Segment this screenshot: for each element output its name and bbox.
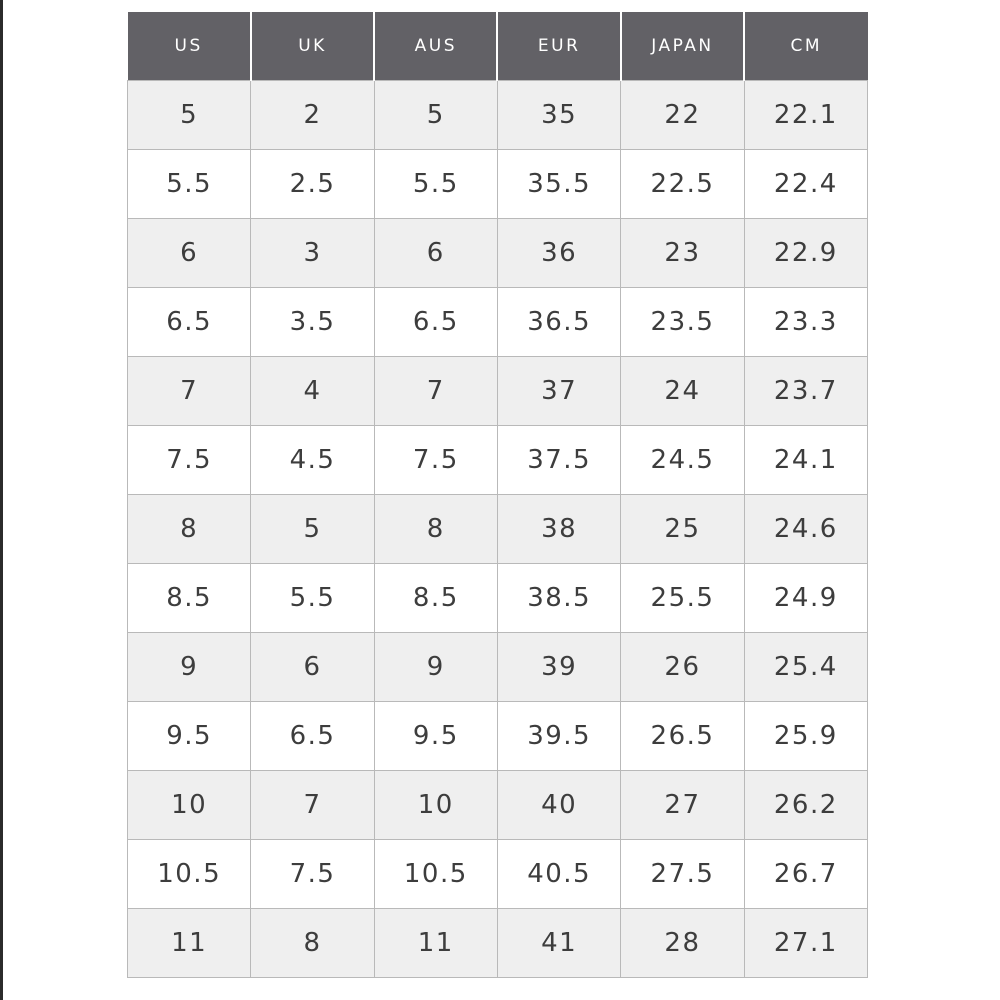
cell-cm: 24.9 [744, 564, 867, 633]
cell-cm: 25.9 [744, 702, 867, 771]
cell-japan: 24 [621, 357, 744, 426]
cell-japan: 27.5 [621, 840, 744, 909]
cell-eur: 37 [497, 357, 620, 426]
cell-cm: 26.7 [744, 840, 867, 909]
cell-japan: 28 [621, 909, 744, 978]
table-row [128, 840, 868, 909]
cell-aus: 5.5 [374, 150, 497, 219]
cell-japan: 27 [621, 771, 744, 840]
left-edge-rule [0, 0, 3, 1000]
cell-aus: 10.5 [374, 840, 497, 909]
cell-japan: 22 [621, 81, 744, 150]
cell-us: 8.5 [128, 564, 251, 633]
cell-eur: 40.5 [497, 840, 620, 909]
cell-eur: 39.5 [497, 702, 620, 771]
cell-eur: 38 [497, 495, 620, 564]
shoe-size-conversion-table [127, 12, 868, 978]
cell-japan: 26.5 [621, 702, 744, 771]
cell-cm: 26.2 [744, 771, 867, 840]
cell-cm: 25.4 [744, 633, 867, 702]
column-header-eur: EUR [497, 12, 620, 81]
cell-eur: 40 [497, 771, 620, 840]
column-header-aus: AUS [374, 12, 497, 81]
table-row [128, 633, 868, 702]
cell-eur: 36.5 [497, 288, 620, 357]
column-header-us: US [128, 12, 251, 81]
cell-aus: 9 [374, 633, 497, 702]
cell-uk: 3.5 [251, 288, 374, 357]
column-header-uk: UK [251, 12, 374, 81]
cell-cm: 23.3 [744, 288, 867, 357]
cell-cm: 22.4 [744, 150, 867, 219]
cell-aus: 9.5 [374, 702, 497, 771]
header-row [128, 12, 868, 81]
cell-us: 5.5 [128, 150, 251, 219]
cell-aus: 6 [374, 219, 497, 288]
table-row [128, 288, 868, 357]
table-row [128, 81, 868, 150]
cell-uk: 2.5 [251, 150, 374, 219]
table-row [128, 495, 868, 564]
cell-us: 5 [128, 81, 251, 150]
cell-aus: 7 [374, 357, 497, 426]
cell-us: 6 [128, 219, 251, 288]
cell-uk: 7 [251, 771, 374, 840]
cell-cm: 24.6 [744, 495, 867, 564]
cell-uk: 5.5 [251, 564, 374, 633]
table-body [128, 81, 868, 978]
cell-uk: 4.5 [251, 426, 374, 495]
cell-cm: 24.1 [744, 426, 867, 495]
cell-aus: 8.5 [374, 564, 497, 633]
cell-uk: 2 [251, 81, 374, 150]
cell-aus: 6.5 [374, 288, 497, 357]
cell-japan: 25.5 [621, 564, 744, 633]
cell-cm: 22.9 [744, 219, 867, 288]
cell-eur: 35 [497, 81, 620, 150]
cell-aus: 11 [374, 909, 497, 978]
table-row [128, 909, 868, 978]
cell-us: 8 [128, 495, 251, 564]
table-row [128, 564, 868, 633]
cell-uk: 8 [251, 909, 374, 978]
table-row [128, 357, 868, 426]
cell-uk: 6 [251, 633, 374, 702]
cell-eur: 36 [497, 219, 620, 288]
cell-uk: 7.5 [251, 840, 374, 909]
cell-us: 9.5 [128, 702, 251, 771]
column-header-japan: JAPAN [621, 12, 744, 81]
cell-japan: 26 [621, 633, 744, 702]
cell-us: 11 [128, 909, 251, 978]
cell-japan: 23.5 [621, 288, 744, 357]
cell-us: 6.5 [128, 288, 251, 357]
cell-us: 10.5 [128, 840, 251, 909]
cell-eur: 38.5 [497, 564, 620, 633]
cell-eur: 41 [497, 909, 620, 978]
cell-cm: 22.1 [744, 81, 867, 150]
cell-eur: 39 [497, 633, 620, 702]
table-row [128, 150, 868, 219]
cell-cm: 27.1 [744, 909, 867, 978]
cell-aus: 5 [374, 81, 497, 150]
cell-uk: 5 [251, 495, 374, 564]
column-header-cm: CM [744, 12, 867, 81]
cell-us: 9 [128, 633, 251, 702]
cell-uk: 3 [251, 219, 374, 288]
cell-cm: 23.7 [744, 357, 867, 426]
table-row [128, 702, 868, 771]
cell-uk: 6.5 [251, 702, 374, 771]
cell-japan: 22.5 [621, 150, 744, 219]
table-row [128, 771, 868, 840]
cell-japan: 23 [621, 219, 744, 288]
cell-aus: 7.5 [374, 426, 497, 495]
cell-us: 7.5 [128, 426, 251, 495]
cell-aus: 10 [374, 771, 497, 840]
cell-aus: 8 [374, 495, 497, 564]
cell-uk: 4 [251, 357, 374, 426]
table-header [128, 12, 868, 81]
table-row [128, 426, 868, 495]
cell-eur: 37.5 [497, 426, 620, 495]
cell-japan: 25 [621, 495, 744, 564]
cell-japan: 24.5 [621, 426, 744, 495]
cell-eur: 35.5 [497, 150, 620, 219]
cell-us: 7 [128, 357, 251, 426]
cell-us: 10 [128, 771, 251, 840]
table-row [128, 219, 868, 288]
